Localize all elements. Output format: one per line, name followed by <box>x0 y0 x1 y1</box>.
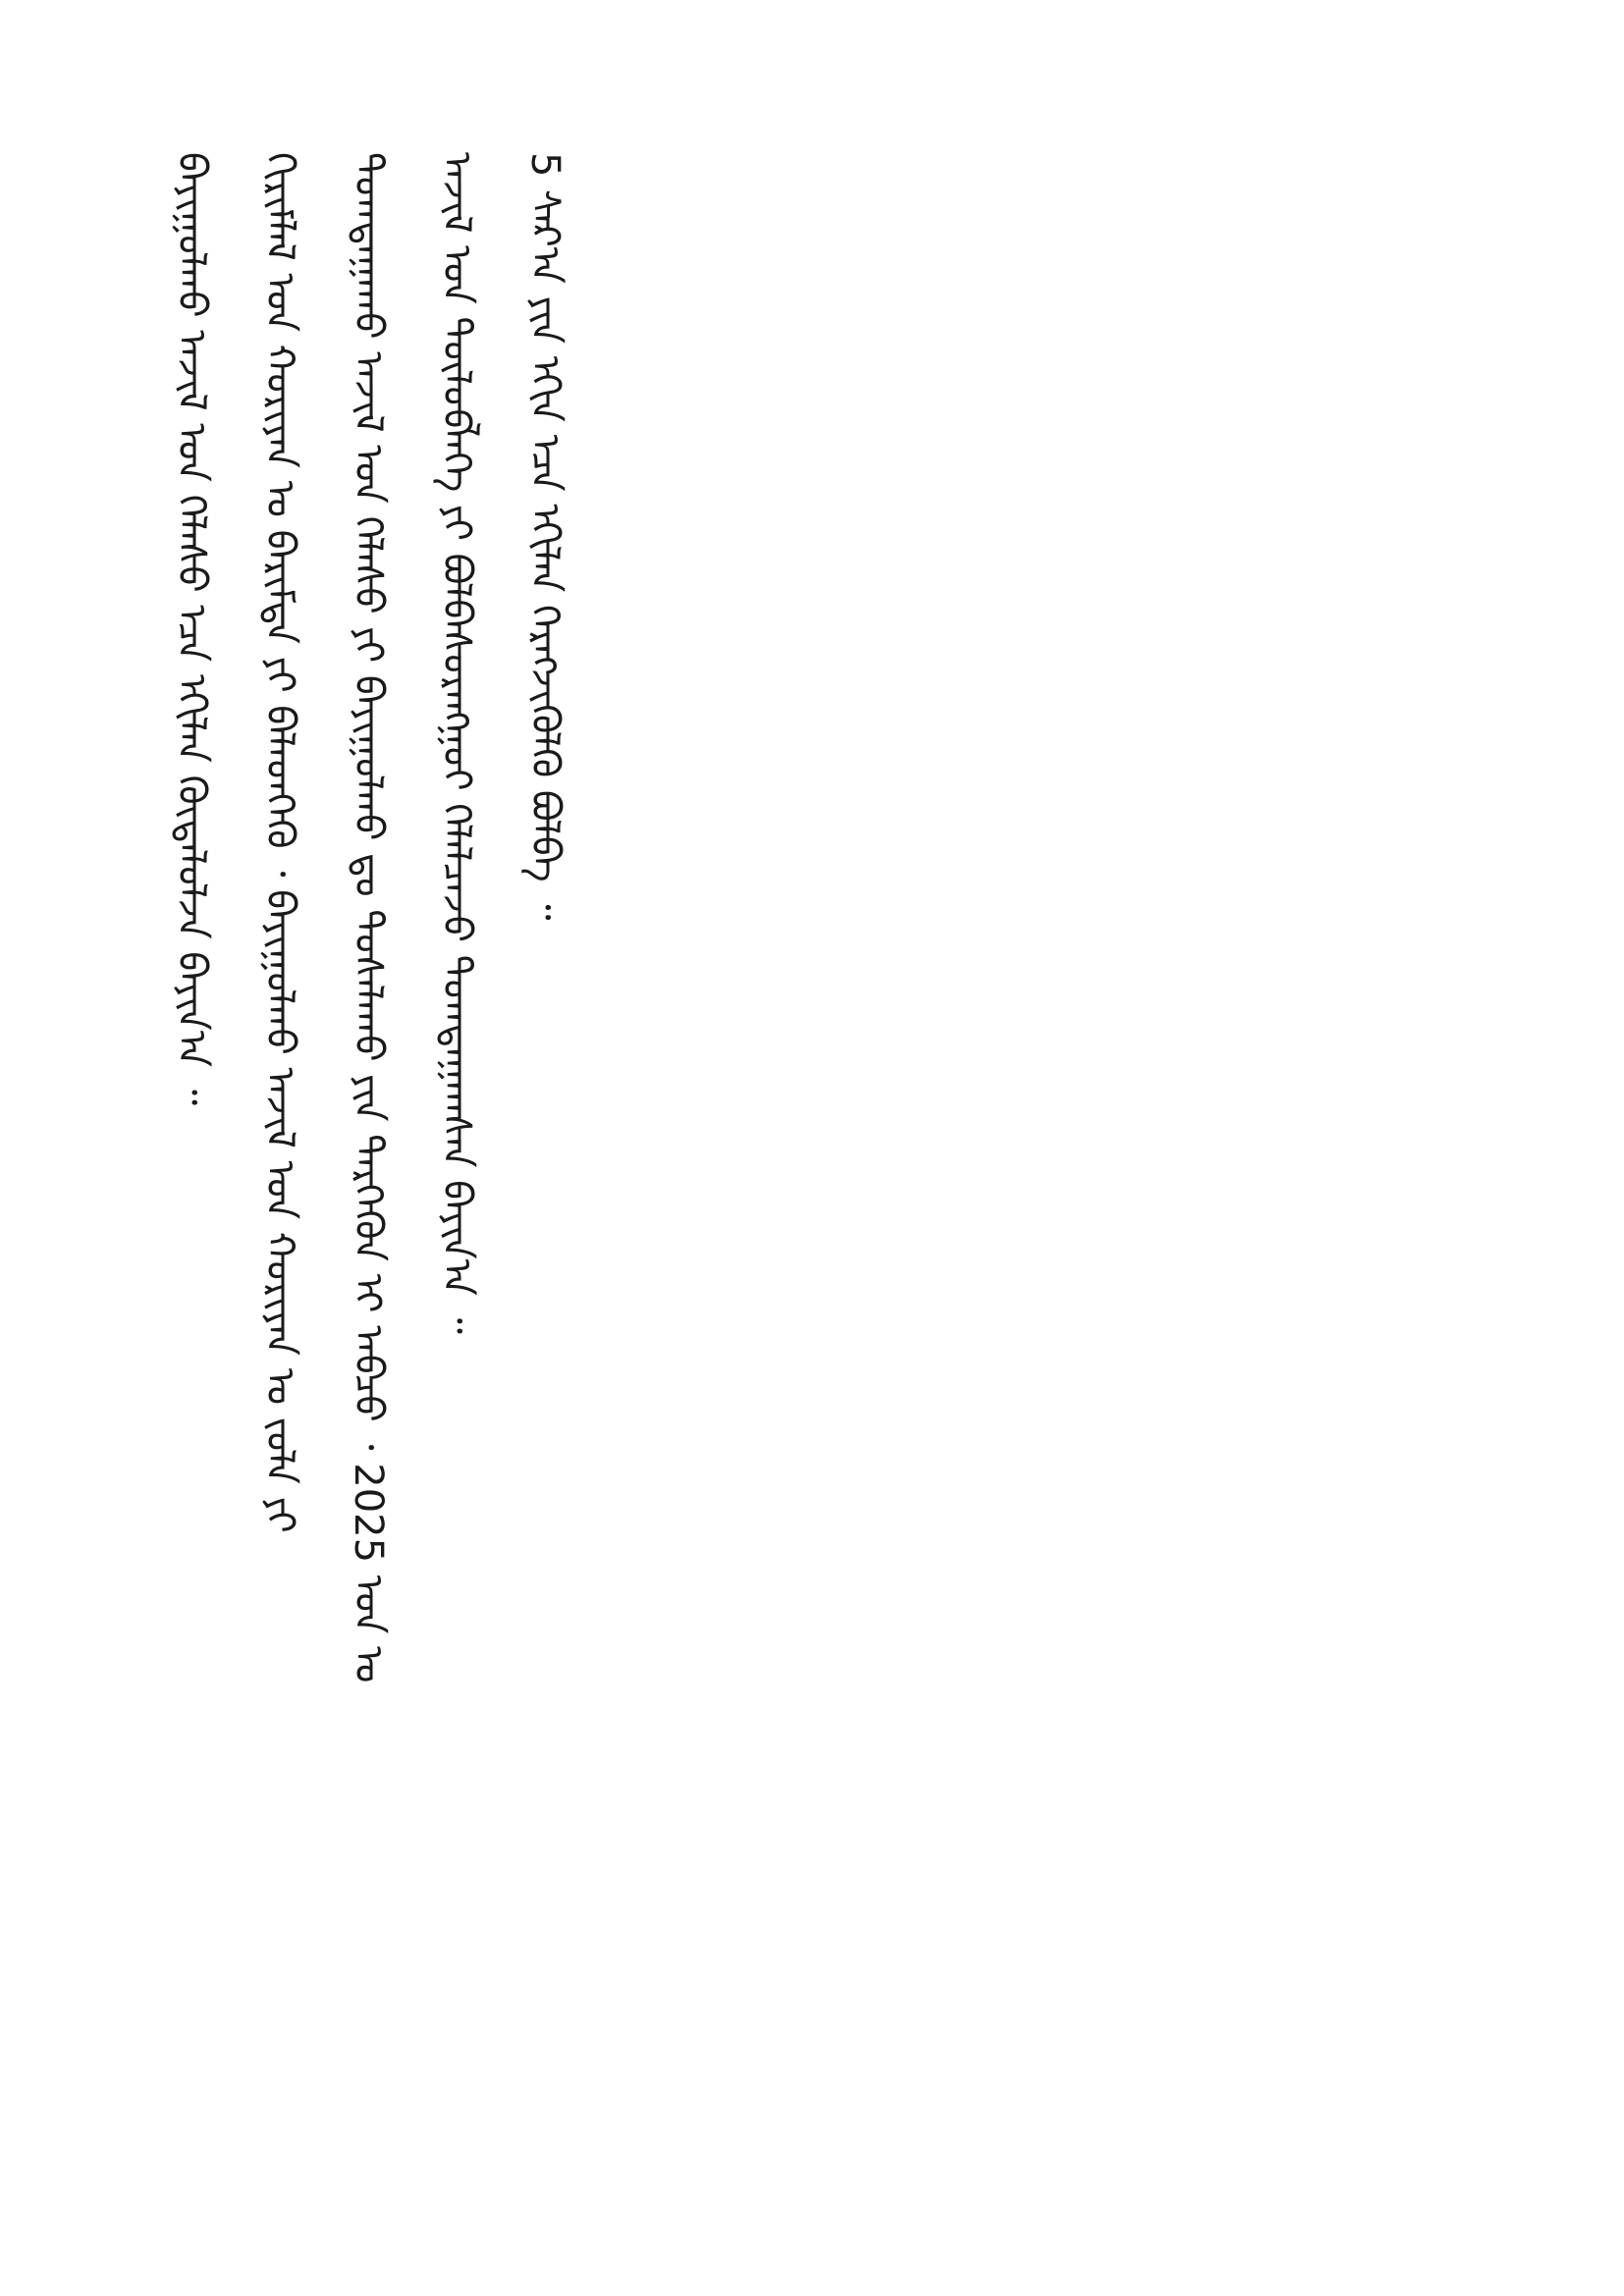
paragraph: ᠬᠢᠷᠢᠮᠯᠠᠯ ᠤᠨ ᠬᠤᠷᠢᠶᠠᠨ ᠤ ᠪᠠᠷᠢᠮᠲᠠ ᠶᠢ ᠪᠡᠯᠡᠳᠬᠡᠬᠦ ᠂ ᠪᠠᠶᠢᠭᠤᠯᠬᠤ ᠠᠵᠢᠯ ᠤᠨ ᠬᠤᠷᠢᠶᠠᠨ ᠤ ᠵᠤᠯᠠ ᠶᠢ <box>257 152 302 1533</box>
paragraph: ᠪᠠᠶᠢᠭᠤᠯᠬᠤ ᠠᠵᠢᠯ ᠤᠨ ᠬᠡᠯᠡᠰᠦ ᠡᠴᠡ ᠡᠬᠢᠯᠡᠨ ᠬᠦᠳᠡᠯᠦᠯᠵᠡ ᠪᠠᠶᠢᠨ᠎ᠠ ᠃ <box>169 152 214 1106</box>
paragraph: ᠲᠣᠭᠲᠠᠭᠠᠬᠤ ᠠᠵᠢᠯ ᠤᠨ ᠬᠡᠯᠡᠰᠦ ᠶᠢ ᠪᠠᠶᠢᠭᠤᠯᠬᠤ ᠳᠤ ᠲᠤᠰᠠᠯᠠᠬᠤ ᠶᠢᠨ ᠲᠡᠷᠭᠡᠭᠦᠨ ᠢ ᠠᠪᠴᠤ ᠂ 2025 ᠣᠨ ᠤ <box>346 152 391 1683</box>
paragraph: ᠠᠵᠢᠯ ᠤᠨ ᠲᠥᠯᠥᠪᠯᠡᠭᠡ ᠶᠢ ᠪᠣᠯᠪᠠᠰᠤᠷᠠᠩᠭᠤᠢ ᠬᠡᠯᠡᠯᠴᠡᠵᠦ ᠲᠣᠭᠲᠠᠭᠠᠭᠰᠠᠨ ᠪᠠᠶᠢᠨ᠎ᠠ ᠃ <box>434 152 479 1334</box>
paragraph: 5 ᠰᠠᠷ᠎ᠠ ᠶᠢᠨ ᠡᠬᠢᠨ ᠡᠴᠡ ᠡᠬᠢᠯᠡᠨ ᠬᠡᠷᠡᠭᠵᠢᠭᠦᠯᠬᠦ ᠪᠣᠯᠪᠠ ᠃ <box>522 152 568 921</box>
mongolian-text-body <box>147 93 1070 2233</box>
